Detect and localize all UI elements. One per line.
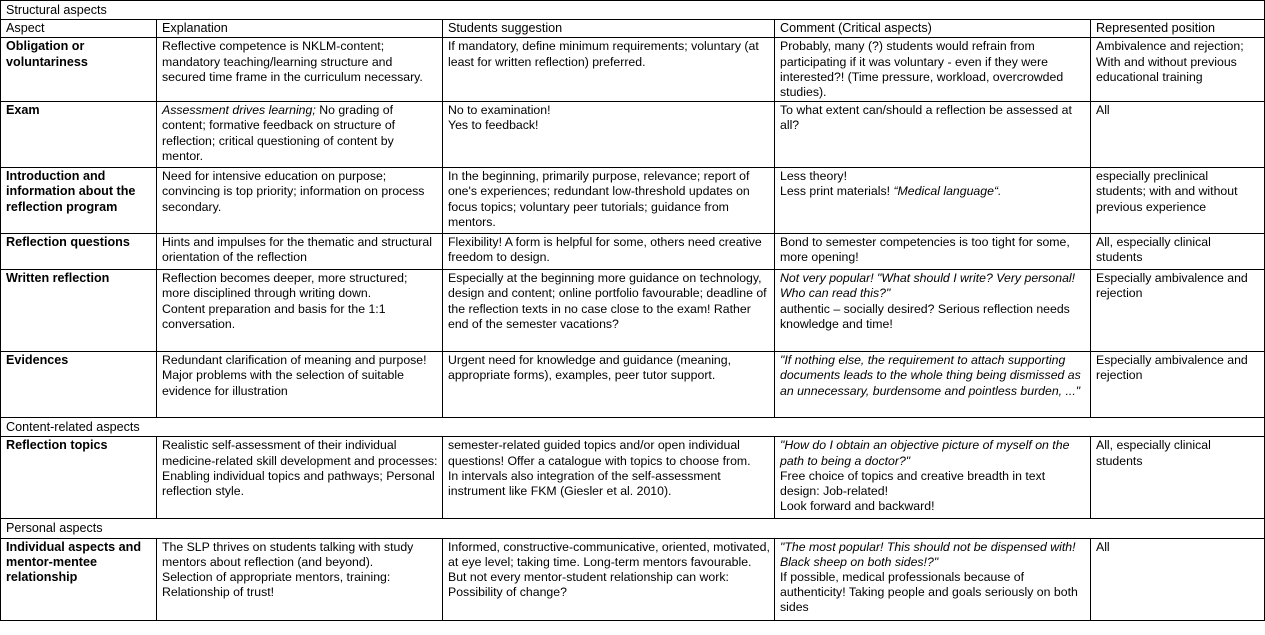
section-row-structural <box>1 1 1265 20</box>
cell-position <box>1091 538 1265 620</box>
explanation-text: Reflection becomes deeper, more structured; more disciplined through writing down. Content preparation and basis for the 1:1 conversation. <box>162 271 408 331</box>
header-students-suggestion: Students suggestion <box>443 20 775 38</box>
comment-italic-text: "The most popular! This should not be dispensed with! Black sheep on both sides!?" <box>780 539 1076 569</box>
students-suggestion-text: In the beginning, primarily purpose, relevance; report of one's experiences; redundant low-threshold updates on focus topics; voluntary peer tutorials; guidance from mentors. <box>448 169 750 229</box>
table-row <box>1 38 1265 102</box>
comment-text: Bond to semester competencies is too tight for some, more opening! <box>780 235 1070 265</box>
explanation-text: Realistic self-assessment of their individual medicine-related skill development and processes: Enabling individual topics and pathways; Personal reflection style. <box>162 438 438 499</box>
comment-italic-text: “Medical language“. <box>893 184 1002 199</box>
cell-comment <box>775 270 1091 352</box>
position-text: Especially ambivalence and rejection <box>1096 271 1248 301</box>
aspect-label: Reflection questions <box>6 235 130 250</box>
aspect-label: Obligation or voluntariness <box>6 39 88 69</box>
cell-aspect <box>1 38 157 102</box>
position-text: All <box>1096 103 1110 118</box>
explanation-text: Redundant clarification of meaning and purpose! Major problems with the selection of suitable evidence for illustration <box>162 353 427 398</box>
cell-aspect <box>1 102 157 168</box>
cell-aspect <box>1 234 157 270</box>
cell-position <box>1091 270 1265 352</box>
cell-position <box>1091 102 1265 168</box>
cell-comment <box>775 102 1091 168</box>
cell-comment <box>775 234 1091 270</box>
cell-students-suggestion <box>443 168 775 234</box>
cell-explanation <box>157 437 443 519</box>
comment-text: To what extent can/should a reflection be assessed at all? <box>780 103 1072 133</box>
cell-students-suggestion <box>443 102 775 168</box>
cell-comment <box>775 352 1091 418</box>
cell-students-suggestion <box>443 437 775 519</box>
students-suggestion-text: Flexibility! A form is helpful for some, others need creative freedom to design. <box>448 235 762 265</box>
section-row-personal <box>1 519 1265 538</box>
cell-comment <box>775 168 1091 234</box>
cell-explanation <box>157 38 443 102</box>
cell-position <box>1091 352 1265 418</box>
comment-text: If possible, medical professionals because of authenticity! Taking people and goals seriously on both sides <box>780 570 1078 615</box>
cell-explanation <box>157 270 443 352</box>
comment-text: Probably, many (?) students would refrain from participating if it was voluntary - even if they were interested?! (Time pressure, workload, overcrowded studies). <box>780 39 1064 100</box>
cell-students-suggestion <box>443 352 775 418</box>
comment-italic-text: "If nothing else, the requirement to attach supporting documents leads to the whole thing being dismissed as an unnecessary, burdensome and pointless burden, ..." <box>780 353 1081 398</box>
aspect-label: Individual aspects and mentor-mentee relationship <box>6 539 142 585</box>
position-text: Ambivalence and rejection; With and without previous educational training <box>1096 39 1244 84</box>
explanation-text: The SLP thrives on students talking with study mentors about reflection (and beyond). Selection of appropriate mentors, training: Relationship of trust! <box>162 539 414 600</box>
section-row-content <box>1 418 1265 437</box>
explanation-text: Reflective competence is NKLM-content; mandatory teaching/learning structure and secured time frame in the curriculum necessary. <box>162 39 423 84</box>
table-row <box>1 437 1265 519</box>
position-text: All <box>1096 539 1110 554</box>
position-text: All, especially clinical students <box>1096 235 1211 265</box>
students-suggestion-text: semester-related guided topics and/or open individual questions! Offer a catalogue with topics to choose from. In intervals also integration of the self-assessment instrument like FKM (Giesler et al. 2010). <box>448 438 751 499</box>
cell-position <box>1091 168 1265 234</box>
header-row <box>1 20 1265 38</box>
position-text: especially preclinical students; with and without previous experience <box>1096 169 1238 214</box>
cell-explanation <box>157 168 443 234</box>
position-text: Especially ambivalence and rejection <box>1096 353 1248 383</box>
table-row <box>1 270 1265 352</box>
cell-aspect <box>1 538 157 620</box>
table-row <box>1 168 1265 234</box>
section-title-structural: Structural aspects <box>1 1 1265 20</box>
section-title-content: Content-related aspects <box>1 418 1265 437</box>
explanation-text: No grading of content; formative feedback on structure of reflection; critical questioning of content by mentor. <box>162 103 396 163</box>
cell-explanation <box>157 352 443 418</box>
table-row <box>1 234 1265 270</box>
comment-text: authentic – socially desired? Serious reflection needs knowledge and time! <box>780 301 1070 331</box>
aspect-label: Exam <box>6 103 40 118</box>
header-aspect: Aspect <box>1 20 157 38</box>
explanation-text: Need for intensive education on purpose; convincing is top priority; information on process secondary. <box>162 169 425 214</box>
explanation-text: Hints and impulses for the thematic and structural orientation of the reflection <box>162 235 432 265</box>
aspect-label: Reflection topics <box>6 438 108 453</box>
cell-students-suggestion <box>443 538 775 620</box>
aspect-label: Introduction and information about the reflection program <box>6 169 136 214</box>
table-row <box>1 102 1265 168</box>
cell-comment <box>775 38 1091 102</box>
explanation-italic-text: Assessment drives learning; <box>162 103 316 118</box>
cell-students-suggestion <box>443 270 775 352</box>
aspect-label: Evidences <box>6 353 69 368</box>
students-suggestion-text: If mandatory, define minimum requirements; voluntary (at least for written reflection) preferred. <box>448 39 759 69</box>
header-comment: Comment (Critical aspects) <box>775 20 1091 38</box>
cell-aspect <box>1 168 157 234</box>
students-suggestion-text: Especially at the beginning more guidance on technology, design and content; online portfolio favourable; deadline of the reflection texts in no case close to the exam! Rather end of the semester vacations? <box>448 271 767 331</box>
cell-explanation <box>157 102 443 168</box>
comment-text: Free choice of topics and creative breadth in text design: Job-related! Look forward and backward! <box>780 468 1046 514</box>
table-row <box>1 538 1265 620</box>
cell-aspect <box>1 437 157 519</box>
comment-italic-text: "How do I obtain an objective picture of myself on the path to being a doctor?" <box>780 438 1070 468</box>
comment-italic-text: Not very popular! "What should I write? Very personal! Who can read this?" <box>780 271 1076 301</box>
cell-explanation <box>157 234 443 270</box>
table-row <box>1 352 1265 418</box>
cell-position <box>1091 437 1265 519</box>
cell-comment <box>775 437 1091 519</box>
cell-aspect <box>1 352 157 418</box>
cell-explanation <box>157 538 443 620</box>
comment-text: Less theory! Less print materials! <box>780 169 891 199</box>
header-explanation: Explanation <box>157 20 443 38</box>
aspect-label: Written reflection <box>6 271 110 286</box>
section-title-personal: Personal aspects <box>1 519 1265 538</box>
cell-position <box>1091 234 1265 270</box>
cell-students-suggestion <box>443 234 775 270</box>
header-represented-position: Represented position <box>1091 20 1265 38</box>
position-text: All, especially clinical students <box>1096 438 1211 468</box>
students-suggestion-text: Urgent need for knowledge and guidance (meaning, appropriate forms), examples, peer tutor support. <box>448 353 732 383</box>
cell-aspect <box>1 270 157 352</box>
cell-comment <box>775 538 1091 620</box>
students-suggestion-text: No to examination! Yes to feedback! <box>448 103 551 133</box>
students-suggestion-text: Informed, constructive-communicative, oriented, motivated, at eye level; taking time. Long-term mentors favourable. But not every mentor-student relationship can work: Possibility of change? <box>448 539 770 600</box>
cell-position <box>1091 38 1265 102</box>
cell-students-suggestion <box>443 38 775 102</box>
